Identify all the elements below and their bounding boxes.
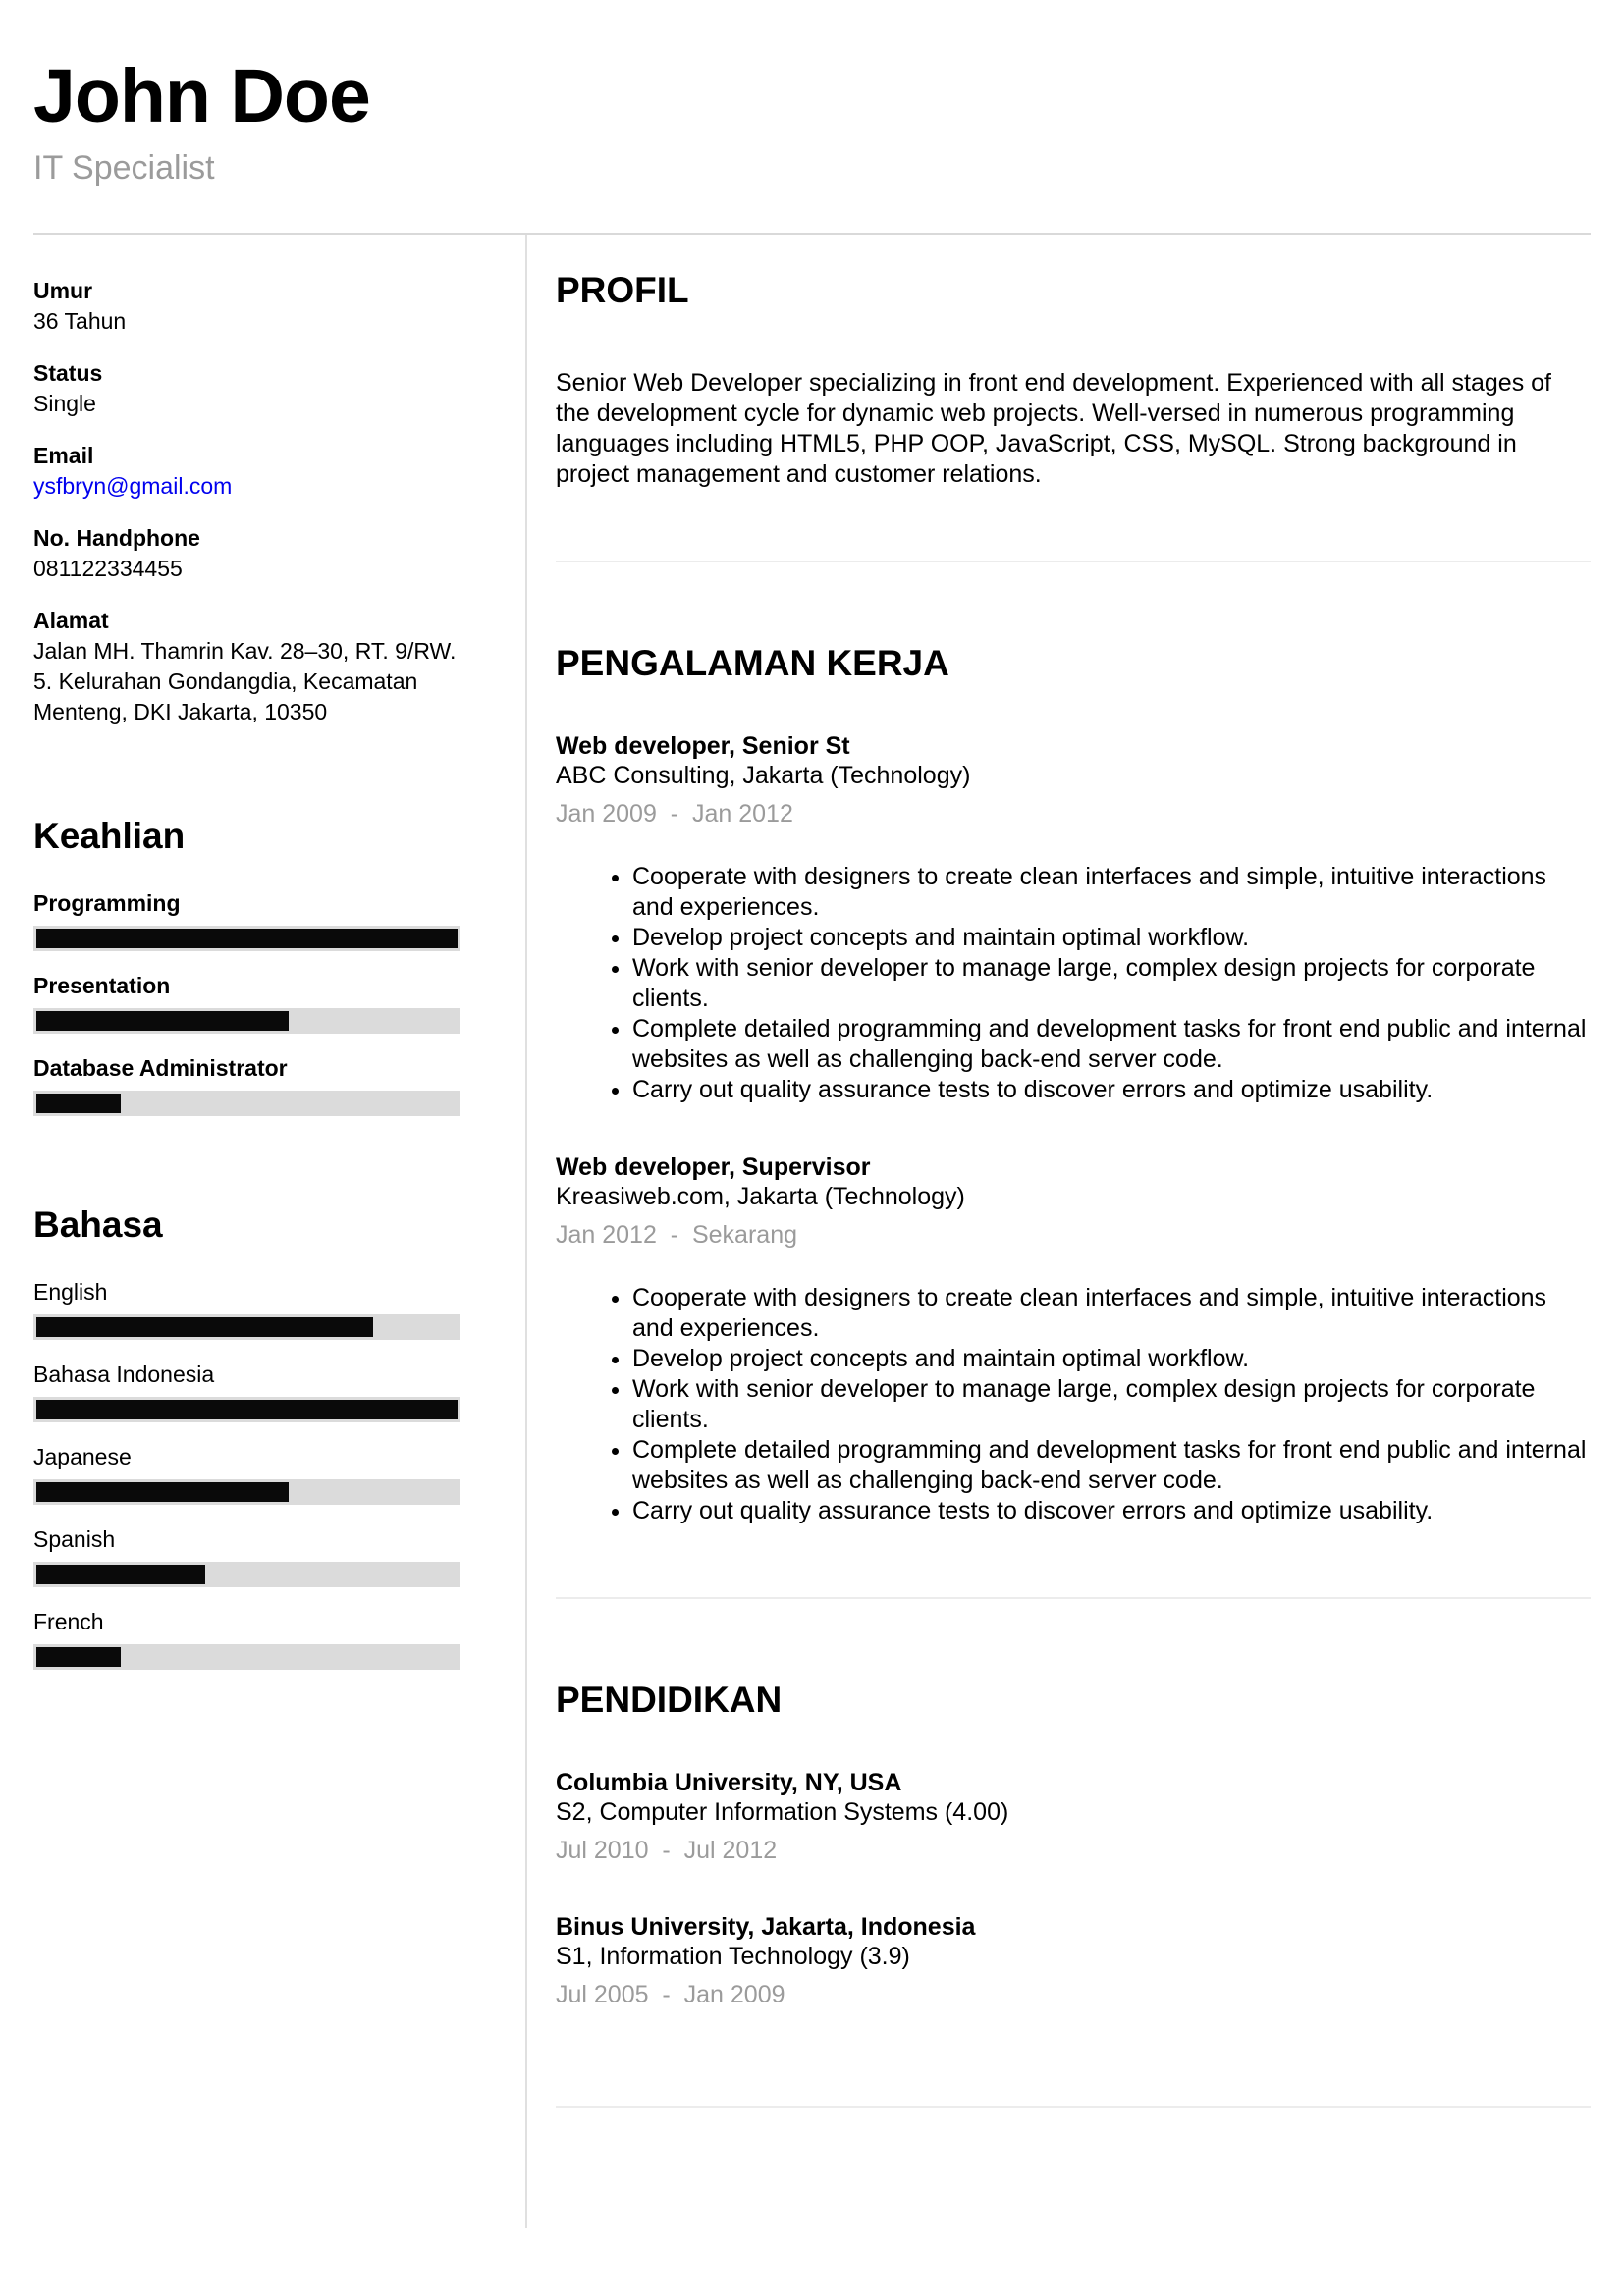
job-bullet-list — [556, 1283, 1591, 1526]
contact-value: Single — [33, 391, 96, 416]
language-bar-track — [33, 1479, 460, 1505]
main-content — [527, 235, 1591, 2228]
language-name: French — [33, 1609, 104, 1634]
job-bullet: • Work with senior developer to manage large, complex design projects for corporate clients. — [632, 1374, 1591, 1435]
language-bar-track — [33, 1397, 460, 1422]
contact-value — [33, 471, 460, 502]
language-item — [33, 1360, 460, 1422]
language-name: English — [33, 1279, 108, 1305]
education-entry — [556, 1912, 1591, 2009]
contact-item-umur — [33, 276, 460, 337]
skill-item — [33, 971, 460, 1034]
school-degree: S2, Computer Information Systems (4.00) — [556, 1798, 1009, 1826]
section-divider — [556, 2106, 1591, 2108]
skill-item — [33, 1053, 460, 1116]
language-item — [33, 1277, 460, 1340]
job-title: Web developer, Supervisor — [556, 1153, 871, 1181]
contact-value: 081122334455 — [33, 556, 183, 581]
job-bullet: • Complete detailed programming and development tasks for front end public and internal websites as well as challenging back-end server code. — [632, 1435, 1591, 1496]
contact-value: Jalan MH. Thamrin Kav. 28–30, RT. 9/RW. 5. Kelurahan Gondangdia, Kecamatan Menteng, DKI Jakarta, 10350 — [33, 638, 457, 724]
education-section — [556, 1678, 1591, 2108]
section-divider — [556, 561, 1591, 562]
language-bar-track — [33, 1562, 460, 1587]
job-dates: Jan 2009 - Jan 2012 — [556, 800, 793, 828]
school-degree: S1, Information Technology (3.9) — [556, 1943, 910, 1970]
language-item — [33, 1607, 460, 1670]
school-dates: Jul 2010 - Jul 2012 — [556, 1837, 778, 1864]
email-link[interactable]: ysfbryn@gmail.com — [33, 473, 233, 499]
job-bullet: • Develop project concepts and maintain optimal workflow. — [632, 923, 1591, 953]
contact-item-status — [33, 358, 460, 419]
job-bullet-list — [556, 862, 1591, 1105]
header — [33, 0, 1591, 235]
contact-label: Email — [33, 443, 94, 468]
education-entry — [556, 1768, 1591, 1865]
job-bullet: • Cooperate with designers to create clean interfaces and simple, intuitive interactions and experiences. — [632, 1283, 1591, 1344]
skill-name: Programming — [33, 890, 181, 916]
language-bar-fill — [36, 1317, 373, 1337]
language-bar-fill — [36, 1400, 458, 1419]
language-name: Spanish — [33, 1526, 116, 1552]
language-item — [33, 1524, 460, 1587]
content-columns — [33, 235, 1591, 2228]
contact-label: Umur — [33, 278, 93, 303]
job-company: Kreasiweb.com, Jakarta (Technology) — [556, 1183, 965, 1210]
contact-item-alamat — [33, 606, 460, 727]
contact-item-email — [33, 441, 460, 502]
job-bullet: • Carry out quality assurance tests to discover errors and optimize usability. — [632, 1496, 1591, 1526]
skill-bar-track — [33, 1008, 460, 1034]
experience-section — [556, 641, 1591, 1599]
skill-item — [33, 888, 460, 951]
person-job-title: IT Specialist — [33, 149, 215, 187]
contact-item-handphone — [33, 523, 460, 584]
language-name: Bahasa Indonesia — [33, 1362, 215, 1387]
education-heading: PENDIDIKAN — [556, 1680, 783, 1720]
school-dates: Jul 2005 - Jan 2009 — [556, 1981, 785, 2008]
profile-heading: PROFIL — [556, 270, 689, 310]
job-bullet: • Cooperate with designers to create clean interfaces and simple, intuitive interactions and experiences. — [632, 862, 1591, 923]
language-bar-fill — [36, 1482, 289, 1502]
contact-value: 36 Tahun — [33, 308, 127, 334]
skill-bar-track — [33, 1091, 460, 1116]
experience-heading: PENGALAMAN KERJA — [556, 643, 949, 683]
job-bullet: • Complete detailed programming and development tasks for front end public and internal websites as well as challenging back-end server code. — [632, 1014, 1591, 1075]
job-entry — [556, 1152, 1591, 1526]
profile-text: Senior Web Developer specializing in front end development. Experienced with all stages of the development cycle for dynamic web projects. Well-versed in numerous programming languages including HTML5, PHP OOP, JavaScript, CSS, MySQL. Strong background in project management and customer relations. — [556, 369, 1552, 488]
language-bar-track — [33, 1644, 460, 1670]
skill-bar-track — [33, 926, 460, 951]
job-bullet: • Carry out quality assurance tests to discover errors and optimize usability. — [632, 1075, 1591, 1105]
language-bar-fill — [36, 1565, 205, 1584]
school-name: Binus University, Jakarta, Indonesia — [556, 1913, 976, 1941]
job-entry — [556, 731, 1591, 1105]
section-divider — [556, 1597, 1591, 1599]
contact-label: Alamat — [33, 608, 109, 633]
language-name: Japanese — [33, 1444, 132, 1469]
contact-label: Status — [33, 360, 103, 386]
skill-name: Presentation — [33, 973, 171, 998]
job-bullet: • Work with senior developer to manage large, complex design projects for corporate clients. — [632, 953, 1591, 1014]
language-bar-track — [33, 1314, 460, 1340]
school-name: Columbia University, NY, USA — [556, 1769, 902, 1796]
job-bullet: • Develop project concepts and maintain optimal workflow. — [632, 1344, 1591, 1374]
skill-bar-fill — [36, 1094, 121, 1113]
job-dates: Jan 2012 - Sekarang — [556, 1221, 797, 1249]
skill-bar-fill — [36, 929, 458, 948]
skill-bar-fill — [36, 1011, 289, 1031]
job-company: ABC Consulting, Jakarta (Technology) — [556, 762, 971, 789]
profile-section — [556, 268, 1591, 562]
language-bar-fill — [36, 1647, 121, 1667]
contact-label: No. Handphone — [33, 525, 200, 551]
language-item — [33, 1442, 460, 1505]
job-title: Web developer, Senior St — [556, 732, 850, 760]
languages-heading: Bahasa — [33, 1204, 163, 1245]
skill-name: Database Administrator — [33, 1055, 288, 1081]
sidebar — [33, 235, 527, 2228]
person-name: John Doe — [33, 54, 370, 138]
skills-heading: Keahlian — [33, 816, 186, 856]
